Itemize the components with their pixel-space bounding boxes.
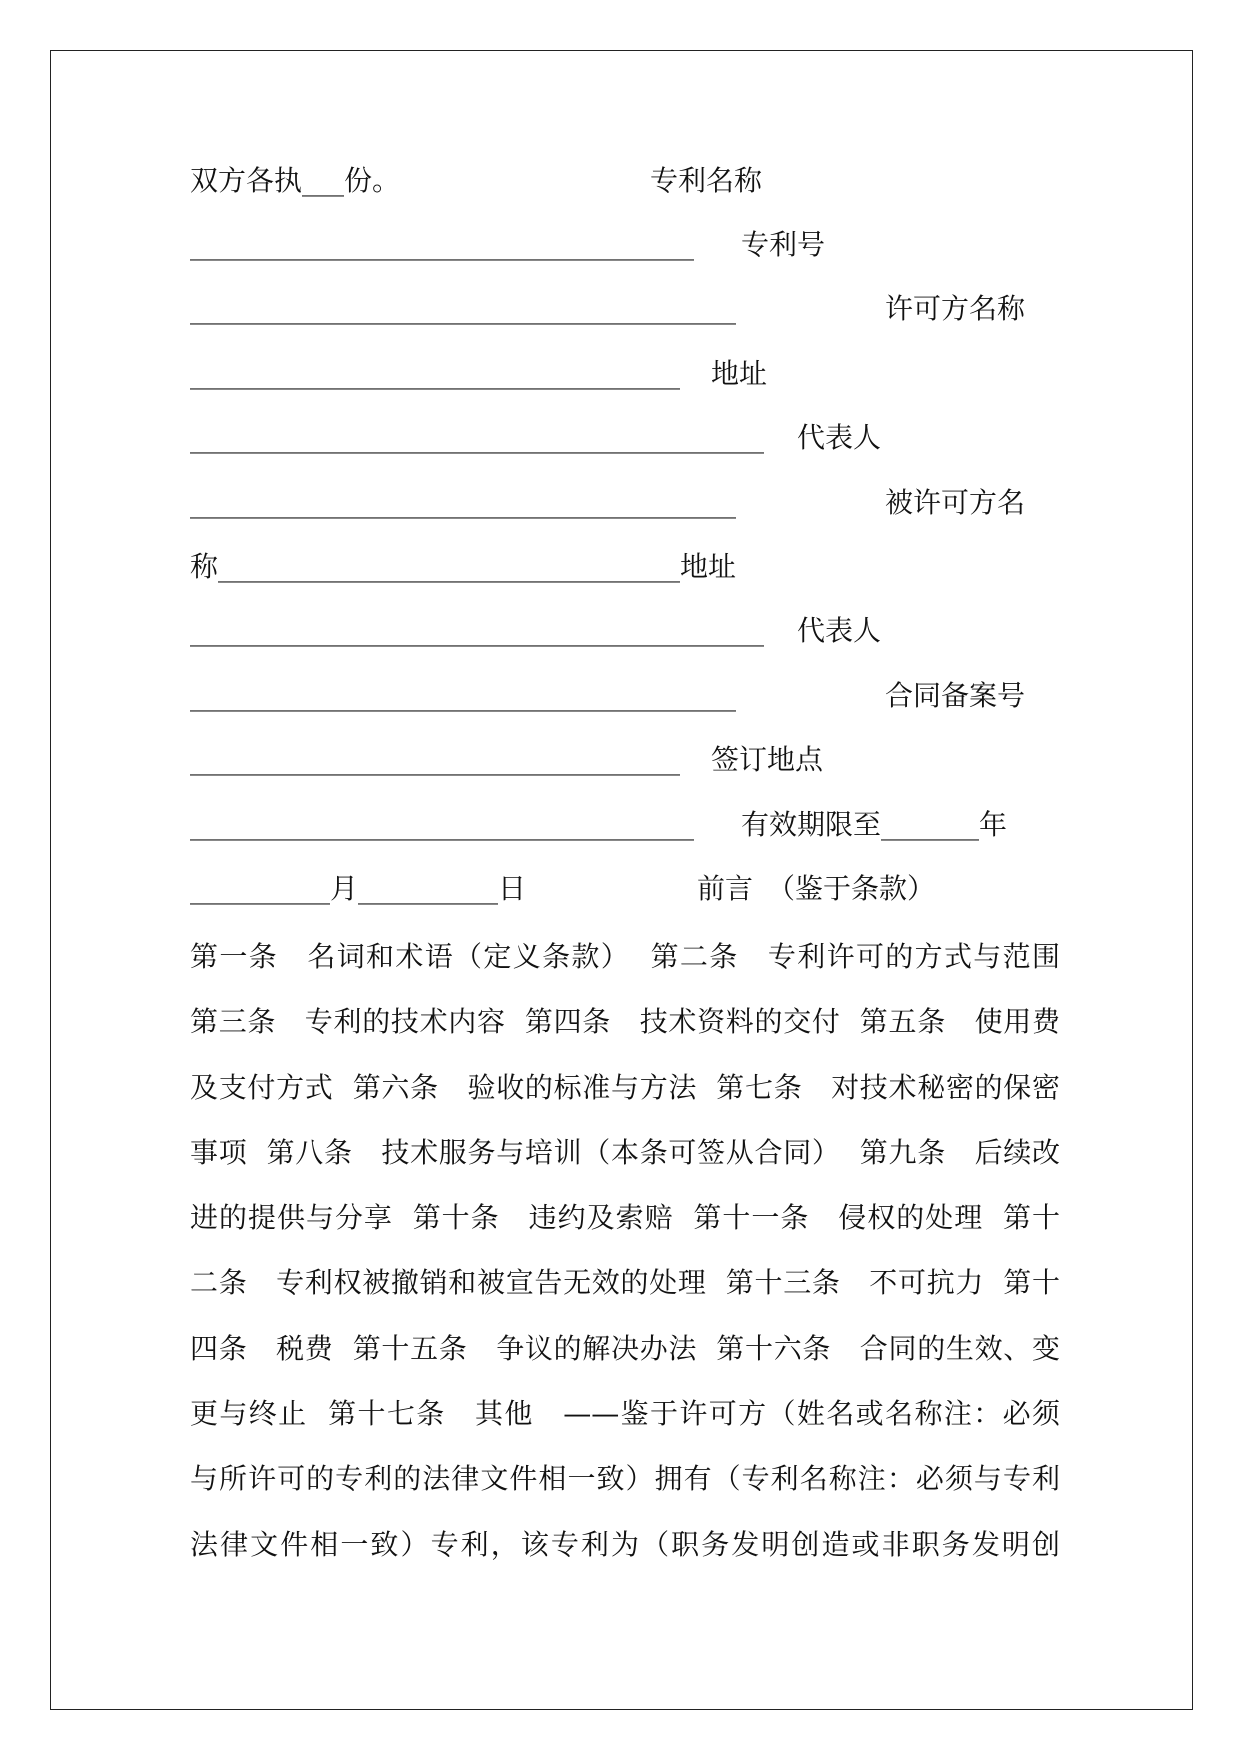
blank-address: _________________________________________	[190, 421, 764, 454]
blank-patent-number: _______________________________________	[190, 292, 736, 325]
label-contract-record-number: 合同备案号	[885, 679, 1026, 712]
line-copies: 双方各执___份。	[190, 164, 401, 197]
label-licensee-name: 被许可方名	[885, 486, 1026, 519]
label-signing-place: 签订地点	[711, 743, 824, 776]
label-licensee-representative: 代表人	[797, 614, 882, 647]
blank-representative: _______________________________________	[190, 486, 736, 519]
label-licensor-name: 许可方名称	[885, 292, 1026, 325]
body-line: 第一条 名词和术语（定义条款） 第二条 专利许可的方式与范围	[190, 940, 1060, 973]
body-line: 及支付方式 第六条 验收的标准与方法 第七条 对技术秘密的保密	[190, 1070, 1060, 1104]
line-licensee-address: 称_________________________________地址	[190, 550, 737, 583]
body-line: 事项 第八条 技术服务与培训（本条可签从合同） 第九条 后续改	[190, 1135, 1060, 1169]
blank-licensee-representative: _______________________________________	[190, 679, 736, 712]
body-line: 更与终止 第十七条 其他 ——鉴于许可方（姓名或名称注：必须	[190, 1397, 1060, 1431]
label-patent-number: 专利号	[741, 228, 826, 261]
body-line: 进的提供与分享 第十条 违约及索赔 第十一条 侵权的处理 第十	[190, 1201, 1060, 1235]
label-validity-period: 有效期限至_______年	[741, 808, 1008, 841]
body-line: 二条 专利权被撤销和被宣告无效的处理 第十三条 不可抗力 第十	[190, 1266, 1060, 1300]
body-line: 四条 税费 第十五条 争议的解决办法 第十六条 合同的生效、变	[190, 1331, 1060, 1365]
label-representative: 代表人	[797, 421, 882, 454]
blank-licensor-name: ___________________________________	[190, 357, 680, 390]
blank-licensee-address: _________________________________________	[190, 614, 764, 647]
label-patent-name: 专利名称	[650, 164, 763, 197]
body-line: 第三条 专利的技术内容 第四条 技术资料的交付 第五条 使用费	[190, 1005, 1060, 1039]
blank-contract-record-number: ___________________________________	[190, 743, 680, 776]
body-line: 法律文件相一致）专利，该专利为（职务发明创造或非职务发明创	[190, 1527, 1060, 1561]
blank-signing-place: ____________________________________	[190, 808, 694, 841]
label-address: 地址	[711, 357, 768, 390]
label-preamble: 前言 （鉴于条款）	[697, 872, 936, 905]
line-date-month-day: __________月__________日	[190, 872, 527, 905]
body-paragraph	[190, 924, 1060, 1577]
body-line: 与所许可的专利的法律文件相一致）拥有（专利名称注：必须与专利	[190, 1462, 1060, 1496]
blank-patent-name: ____________________________________	[190, 228, 694, 261]
